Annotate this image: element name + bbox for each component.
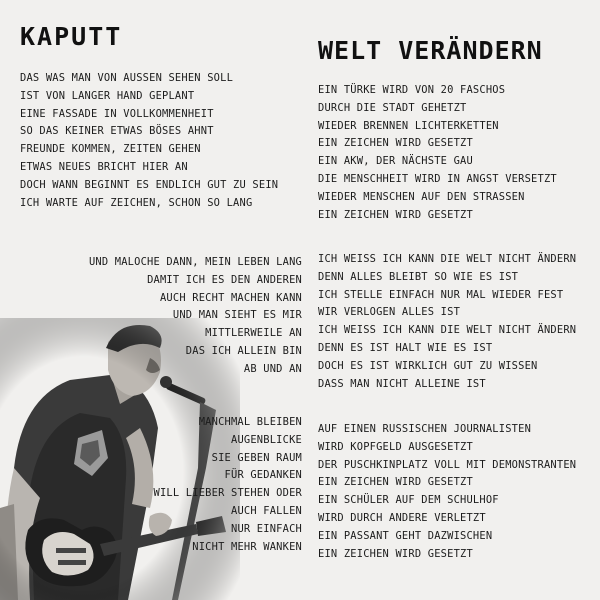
lyric-line: EIN PASSANT GEHT DAZWISCHEN: [318, 529, 493, 542]
lyric-line: UND MAN SIEHT ES MIR: [172, 309, 302, 322]
lyric-line: DIE MENSCHHEIT WIRD IN ANGST VERSETZT: [318, 172, 557, 185]
lyric-line: IST VON LANGER HAND GEPLANT: [20, 89, 195, 102]
lyric-line: EIN ZEICHEN WIRD GESETZT: [318, 208, 473, 221]
lyric-line: EIN ZEICHEN WIRD GESETZT: [318, 547, 473, 560]
lyric-line: WILL LIEBER STEHEN ODER: [153, 487, 302, 500]
song-title-kaputt: KAPUTT: [20, 22, 123, 51]
lyric-line: DENN ES IST HALT WIE ES IST: [318, 341, 493, 354]
lyric-line: AUCH FALLEN: [230, 504, 302, 517]
lyric-line: WIRD KOPFGELD AUSGESETZT: [318, 440, 473, 453]
lyric-line: WIR VERLOGEN ALLES IST: [318, 306, 461, 319]
lyric-line: DER PUSCHKINPLATZ VOLL MIT DEMONSTRANTEN: [318, 458, 577, 471]
lyric-line: DAMIT ICH ES DEN ANDEREN: [147, 273, 302, 286]
lyric-line: DASS MAN NICHT ALLEINE IST: [318, 377, 486, 390]
lyric-line: EIN AKW, DER NÄCHSTE GAU: [318, 155, 473, 168]
lyric-line: ICH WEISS ICH KANN DIE WELT NICHT ÄNDERN: [318, 324, 577, 337]
lyric-line: UND MALOCHE DANN, MEIN LEBEN LANG: [88, 256, 302, 268]
kaputt-verse-2: [42, 254, 302, 379]
song-title-welt-veraendern: WELT VERÄNDERN: [318, 36, 543, 65]
lyric-line: AB UND AN: [243, 362, 302, 375]
lyric-line: MITTLERWEILE AN: [205, 327, 302, 340]
lyric-line: DURCH DIE STADT GEHETZT: [318, 101, 467, 114]
lyric-line: SIE GEBEN RAUM: [211, 451, 302, 464]
lyric-line: EIN ZEICHEN WIRD GESETZT: [318, 137, 473, 150]
lyric-line: AUF EINEN RUSSISCHEN JOURNALISTEN: [318, 423, 532, 435]
lyric-line: AUGENBLICKE: [230, 433, 302, 446]
kaputt-verse-1: [20, 70, 305, 212]
lyric-line: ICH STELLE EINFACH NUR MAL WIEDER FEST: [318, 288, 564, 301]
lyric-line: ICH WARTE AUF ZEICHEN, SCHON SO LANG: [20, 196, 253, 209]
lyric-line: MANCHMAL BLEIBEN: [198, 416, 302, 428]
lyric-line: WIRD DURCH ANDERE VERLETZT: [318, 511, 486, 524]
lyric-line: EIN ZEICHEN WIRD GESETZT: [318, 476, 473, 489]
lyric-line: DAS ICH ALLEIN BIN: [185, 344, 302, 357]
welt-verse-1: [318, 82, 598, 224]
lyric-line: SO DAS KEINER ETWAS BÖSES AHNT: [20, 125, 214, 138]
lyric-line: ICH WEISS ICH KANN DIE WELT NICHT ÄNDERN: [318, 253, 577, 265]
lyric-line: DENN ALLES BLEIBT SO WIE ES IST: [318, 270, 519, 283]
lyric-line: WIEDER MENSCHEN AUF DEN STRASSEN: [318, 190, 525, 203]
lyric-line: DOCH ES IST WIRKLICH GUT ZU WISSEN: [318, 359, 538, 372]
lyric-line: DAS WAS MAN VON AUSSEN SEHEN SOLL: [20, 72, 234, 84]
lyric-line: DOCH WANN BEGINNT ES ENDLICH GUT ZU SEIN: [20, 178, 279, 191]
kaputt-verse-3: [42, 414, 302, 556]
lyric-line: EIN SCHÜLER AUF DEM SCHULHOF: [318, 494, 499, 507]
lyric-line: FÜR GEDANKEN: [224, 469, 302, 482]
lyric-line: AUCH RECHT MACHEN KANN: [159, 291, 302, 304]
lyric-line: FREUNDE KOMMEN, ZEITEN GEHEN: [20, 143, 201, 156]
lyric-line: NUR EINFACH: [230, 522, 302, 535]
welt-verse-2: [318, 251, 598, 393]
lyric-line: ETWAS NEUES BRICHT HIER AN: [20, 160, 188, 173]
lyric-line: EIN TÜRKE WIRD VON 20 FASCHOS: [318, 84, 506, 96]
lyric-line: WIEDER BRENNEN LICHTERKETTEN: [318, 119, 499, 132]
welt-verse-3: [318, 421, 598, 563]
lyric-line: EINE FASSADE IN VOLLKOMMENHEIT: [20, 107, 214, 120]
lyric-line: NICHT MEHR WANKEN: [192, 540, 302, 553]
